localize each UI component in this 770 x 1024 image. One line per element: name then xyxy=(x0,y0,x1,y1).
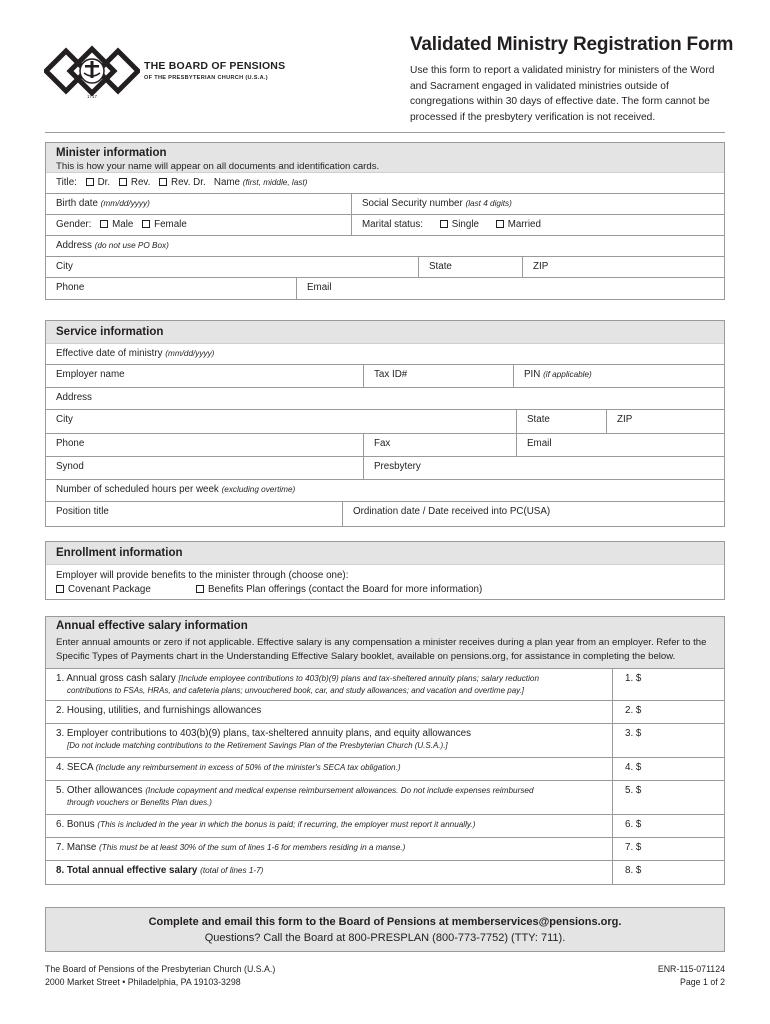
title-revdr-checkbox[interactable] xyxy=(159,178,167,186)
org-subtitle: OF THE PRESBYTERIAN CHURCH (U.S.A.) xyxy=(144,75,268,81)
svg-text:1717: 1717 xyxy=(86,94,98,99)
salary-instructions: Enter annual amounts or zero if not applicable. Effective salary is any compensation a minister receives during a plan year from an employer. Refer to the Specific Types of Payments chart in the Understanding Effective Salary booklet, available on pensions.org, for assistance in completing the below. xyxy=(46,636,724,669)
salary-amount-2[interactable]: 2. $ xyxy=(612,701,724,723)
submit-instructions xyxy=(45,907,725,952)
hours-field[interactable]: Number of scheduled hours per week (excluding overtime) xyxy=(56,484,296,495)
ssn-field[interactable]: Social Security number (last 4 digits) xyxy=(351,194,724,214)
benefits-plan-option[interactable]: Benefits Plan offerings (contact the Board for more information) xyxy=(196,583,482,597)
employer-state-field[interactable]: State xyxy=(516,410,606,433)
employer-address-row xyxy=(46,388,724,410)
phone-field[interactable]: Phone xyxy=(56,282,85,293)
synod-field[interactable]: Synod xyxy=(56,461,84,472)
birth-date-field[interactable]: Birth date (mm/dd/yyyy) xyxy=(56,198,150,209)
footer-address: The Board of Pensions of the Presbyterian Church (U.S.A.) 2000 Market Street • Philadelphia, PA 19103-3298 xyxy=(45,964,276,987)
submit-email-line: Complete and email this form to the Board of Pensions at memberservices@pensions.org. xyxy=(148,916,622,928)
salary-amount-3[interactable]: 3. $ xyxy=(612,724,724,757)
employer-phone-field[interactable]: Phone xyxy=(56,438,85,449)
salary-amount-7[interactable]: 7. $ xyxy=(612,838,724,860)
title-rev-checkbox[interactable] xyxy=(119,178,127,186)
salary-section xyxy=(45,616,725,885)
salary-amount-8[interactable]: 8. $ xyxy=(612,861,724,884)
effective-date-field[interactable]: Effective date of ministry (mm/dd/yyyy) xyxy=(56,348,215,359)
address-field[interactable]: Address (do not use PO Box) xyxy=(56,240,169,251)
enrollment-section xyxy=(45,541,725,600)
salary-amount-4[interactable]: 4. $ xyxy=(612,758,724,780)
title-dr-checkbox[interactable] xyxy=(86,178,94,186)
state-field[interactable]: State xyxy=(418,257,522,277)
salary-line-5: 5. Other allowances (Include copayment and medical expense reimbursement allowances. Do not include expenses reimbursed through vouchers or Benefits Plan dues.) 5. $ xyxy=(46,781,724,815)
presbytery-field[interactable]: Presbytery xyxy=(363,457,724,479)
salary-heading: Annual effective salary information xyxy=(46,617,724,636)
hours-row xyxy=(46,480,724,502)
employer-email-field[interactable]: Email xyxy=(516,434,724,456)
phone-email-row xyxy=(46,278,724,299)
email-field[interactable]: Email xyxy=(296,278,724,299)
form-intro: Use this form to report a validated ministry for ministers of the Word and Sacrament engaged in validated ministries outside of congregations within 30 days of effective date. The form cannot be processed if the presbytery verification is not received. xyxy=(410,65,715,123)
employer-fax-field[interactable]: Fax xyxy=(363,434,516,456)
employer-city-field[interactable]: City xyxy=(56,414,73,425)
questions-phone-line: Questions? Call the Board at 800-PRESPLAN (800-773-7752) (TTY: 711). xyxy=(204,932,566,944)
position-title-field[interactable]: Position title xyxy=(56,506,109,517)
tax-id-field[interactable]: Tax ID# xyxy=(363,365,513,387)
zip-field[interactable]: ZIP xyxy=(522,257,724,277)
salary-line-4: 4. SECA (Include any reimbursement in excess of 50% of the minister's SECA tax obligation.) 4. $ xyxy=(46,758,724,781)
marital-single-checkbox[interactable] xyxy=(440,220,448,228)
board-of-pensions-logo xyxy=(44,40,140,102)
minister-section xyxy=(45,142,725,300)
enrollment-heading: Enrollment information xyxy=(46,542,724,565)
pin-field[interactable]: PIN (if applicable) xyxy=(513,365,724,387)
footer-meta xyxy=(658,963,725,989)
salary-line-7: 7. Manse (This must be at least 30% of the sum of lines 1-6 for members residing in a manse.) 7. $ xyxy=(46,838,724,861)
synod-row xyxy=(46,457,724,480)
form-title: Validated Ministry Registration Form xyxy=(410,34,734,55)
employer-zip-field[interactable]: ZIP xyxy=(606,410,724,433)
name-field[interactable]: Name (first, middle, last) xyxy=(213,177,308,188)
salary-line-3: 3. Employer contributions to 403(b)(9) plans, tax-sheltered annuity plans, and equity allowances [Do not include matching contributions to the Retirement Savings Plan of the Presbyterian Church (U.S.A.).] 3. $ xyxy=(46,724,724,758)
gender-male-checkbox[interactable] xyxy=(100,220,108,228)
covenant-package-option[interactable]: Covenant Package xyxy=(56,583,151,597)
employer-address-field[interactable]: Address xyxy=(56,392,92,403)
salary-amount-1[interactable]: 1. $ xyxy=(612,669,724,700)
salary-amount-5[interactable]: 5. $ xyxy=(612,781,724,814)
org-name: THE BOARD OF PENSIONS xyxy=(144,60,286,72)
city-state-zip-row xyxy=(46,257,724,278)
ordination-date-field[interactable]: Ordination date / Date received into PC(USA) xyxy=(342,502,724,526)
employer-name-field[interactable]: Employer name xyxy=(56,369,125,380)
position-row xyxy=(46,502,724,526)
minister-heading: Minister information This is how your name will appear on all documents and identification cards. xyxy=(46,143,724,173)
salary-line-2: 2. Housing, utilities, and furnishings allowances 2. $ xyxy=(46,701,724,724)
employer-phone-row xyxy=(46,434,724,457)
gender-female-checkbox[interactable] xyxy=(142,220,150,228)
service-section xyxy=(45,320,725,527)
city-field[interactable]: City xyxy=(56,261,73,272)
marital-married-checkbox[interactable] xyxy=(496,220,504,228)
effective-date-row xyxy=(46,344,724,365)
minister-subheading: This is how your name will appear on all documents and identification cards. xyxy=(56,161,380,172)
employer-row xyxy=(46,365,724,388)
service-heading: Service information xyxy=(46,321,724,344)
page-number: Page 1 of 2 xyxy=(680,977,725,987)
birth-ssn-row xyxy=(46,194,724,215)
address-row xyxy=(46,236,724,257)
salary-line-8: 8. Total annual effective salary (total of lines 1-7) 8. $ xyxy=(46,861,724,884)
salary-amount-6[interactable]: 6. $ xyxy=(612,815,724,837)
header-divider xyxy=(45,132,725,133)
title-name-row: Title: Dr. Rev. Rev. Dr. Name (first, middle, last) xyxy=(46,173,724,194)
gender-marital-row: Gender: Male Female Marital status: Single Married xyxy=(46,215,724,236)
employer-city-row xyxy=(46,410,724,434)
salary-line-6: 6. Bonus (This is included in the year in which the bonus is paid; if recurring, the employer must report it annually.) 6. $ xyxy=(46,815,724,838)
salary-line-1: 1. Annual gross cash salary [Include employee contributions to 403(b)(9) plans and tax-sheltered annuity plans; salary reduction contributions to FSAs, HRAs, and cafeteria plans; unvouchered book, car, and study allowances; and vacation and overtime pay.] 1. $ xyxy=(46,669,724,701)
form-code: ENR-115-071124 xyxy=(657,964,725,974)
enrollment-prompt: Employer will provide benefits to the minister through (choose one): xyxy=(56,570,349,581)
